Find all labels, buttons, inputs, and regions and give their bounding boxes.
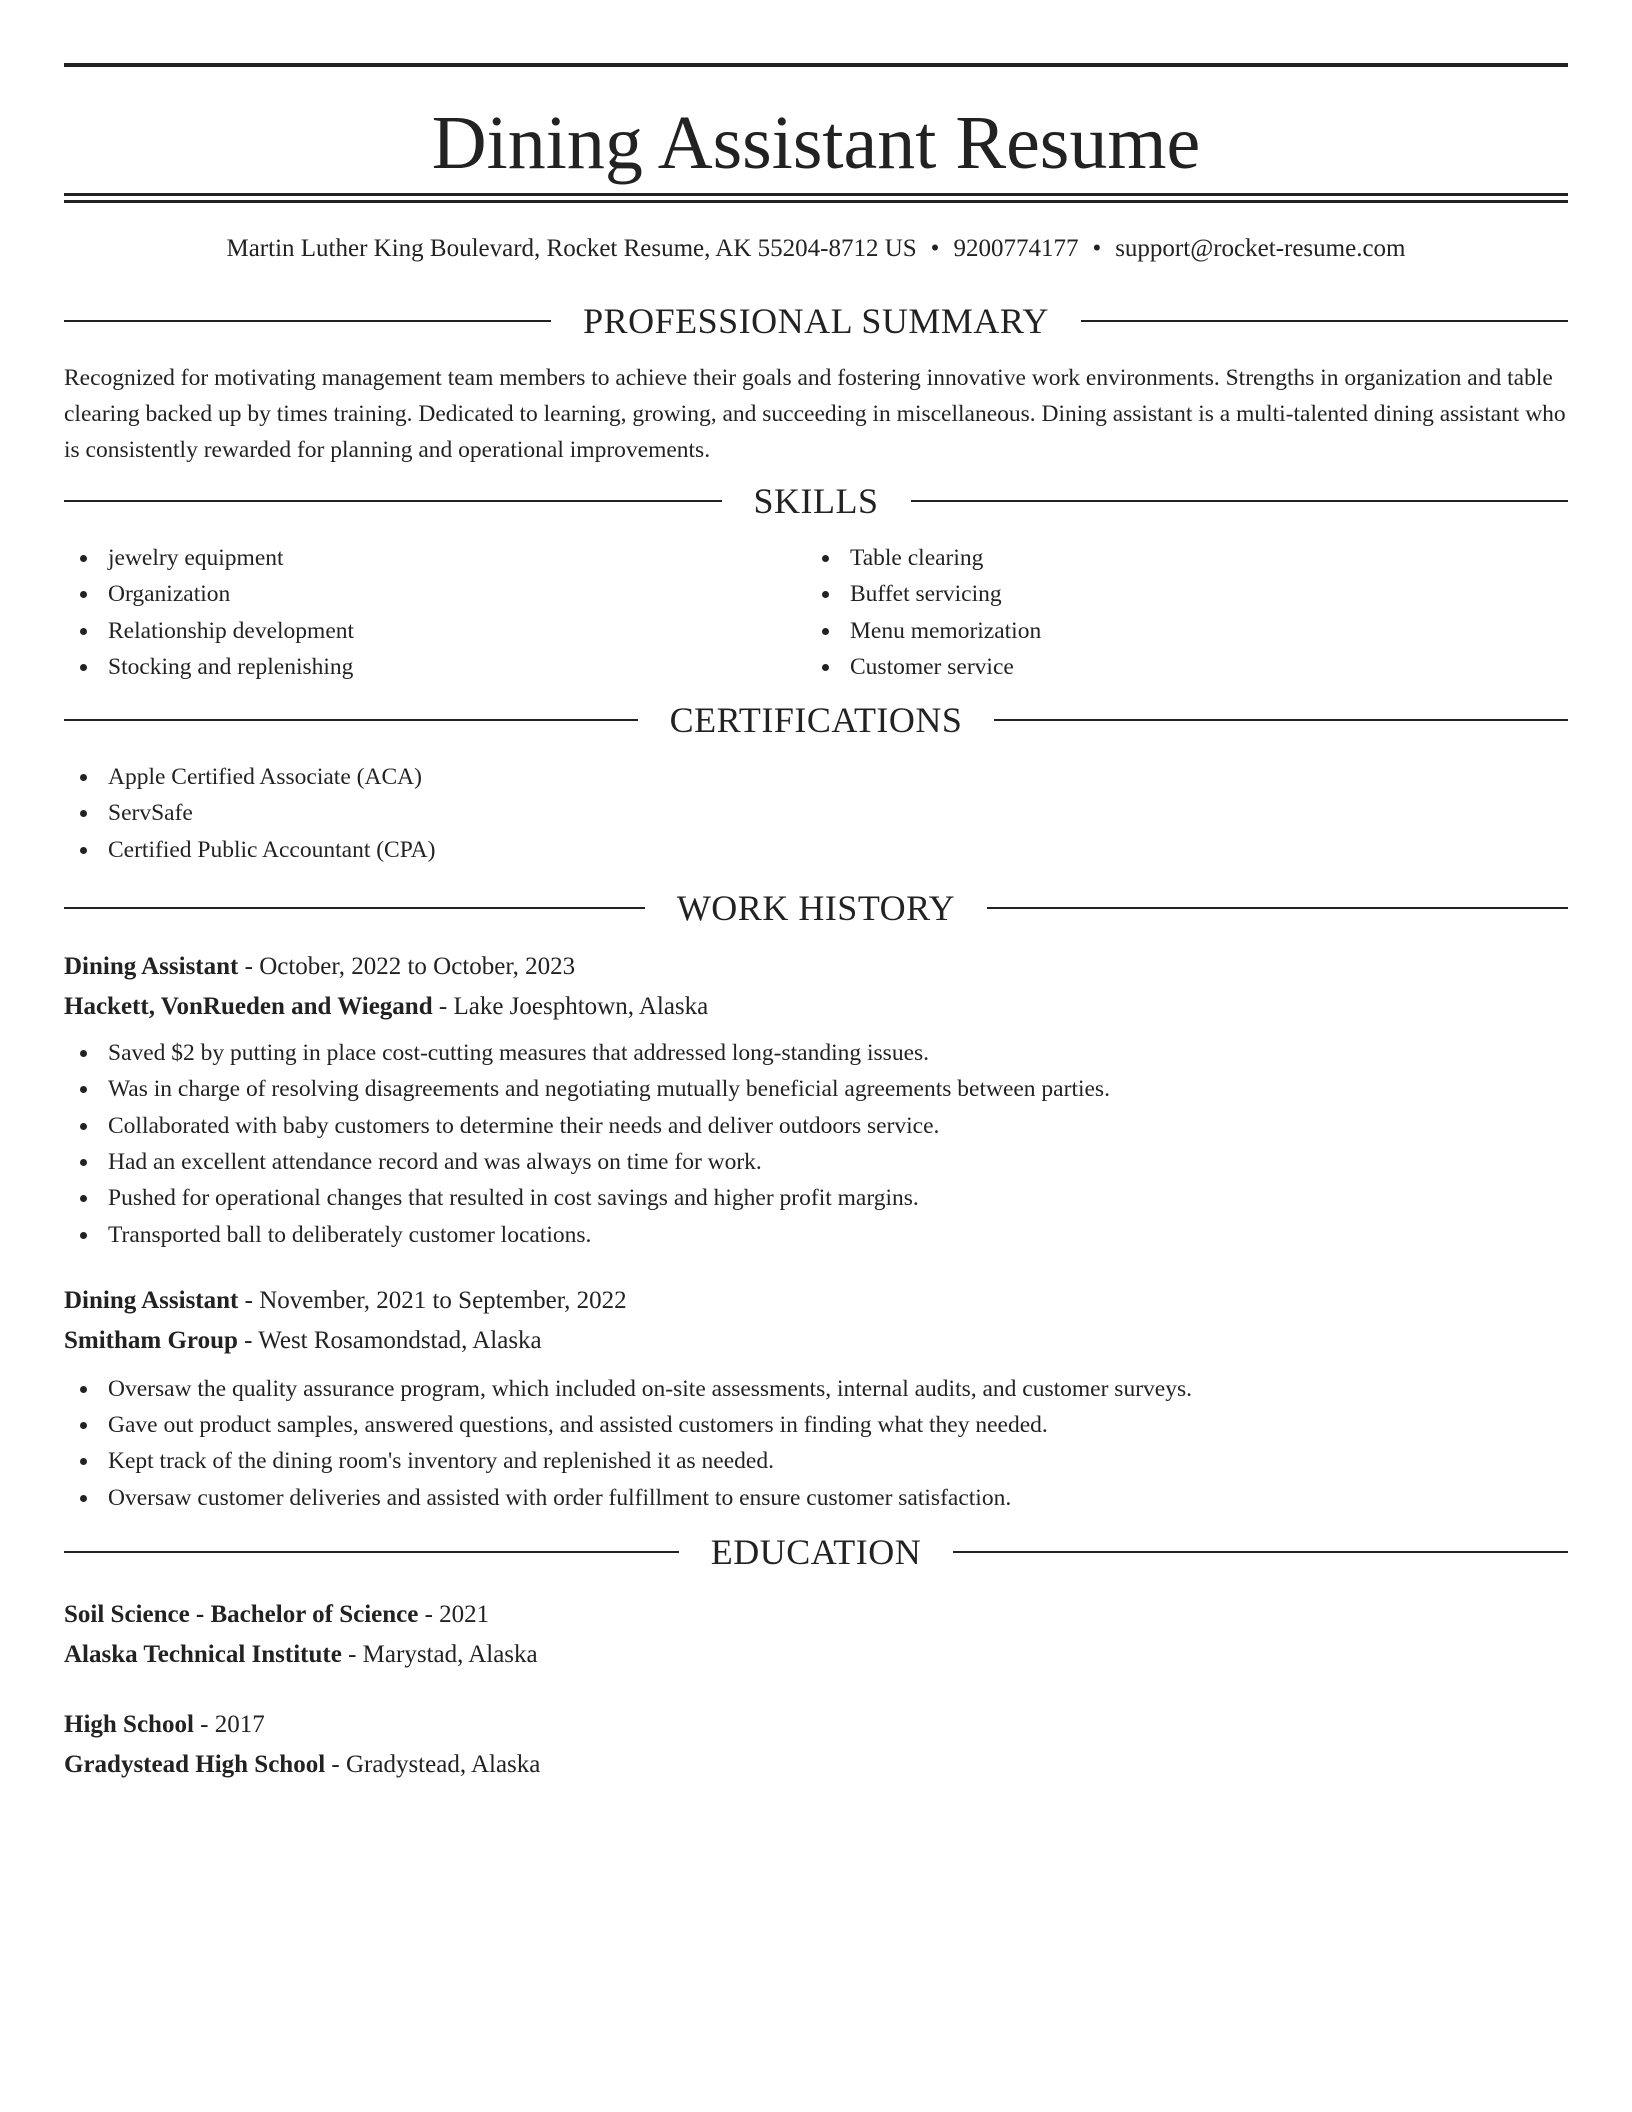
- job-company-line: [64, 987, 1568, 1027]
- summary-text: Recognized for motivating management team members to achieve their goals and fostering innovative work environments. Strengths in organization and table clearing backed up by times training. Dedicated to learning, growing, and succeeding in miscellaneous. Dining assistant is a multi-talented dining assistant who is consistently rewarded for planning and operational improvements.: [64, 365, 1566, 463]
- job-bullet: Gave out product samples, answered questions, and assisted customers in finding what they needed.: [64, 1407, 1568, 1443]
- heading-rule: [64, 500, 722, 502]
- education-location: - Marystad, Alaska: [341, 1641, 538, 1669]
- contact-line: [64, 234, 1568, 264]
- job-entry: [64, 947, 1568, 1253]
- heading-rule: [1081, 320, 1568, 322]
- heading-rule: [987, 907, 1568, 909]
- education-year: - 2017: [193, 1711, 265, 1739]
- job-company: Hackett, VonRueden and Wiegand: [64, 993, 433, 1021]
- section-heading-work-history: [64, 888, 1568, 928]
- certification-item: ServSafe: [64, 795, 1568, 831]
- job-bullet: Pushed for operational changes that resulted in cost savings and higher profit margins.: [64, 1180, 1568, 1216]
- section-heading-label: WORK HISTORY: [676, 888, 956, 929]
- job-bullet: Transported ball to deliberately customer locations.: [64, 1217, 1568, 1253]
- job-dates: - October, 2022 to October, 2023: [238, 953, 576, 981]
- skill-item: Menu memorization: [806, 613, 1548, 649]
- heading-rule: [994, 719, 1568, 721]
- contact-email: support@rocket-resume.com: [1115, 235, 1406, 262]
- skill-item: jewelry equipment: [64, 540, 806, 576]
- education-degree: High School: [64, 1711, 194, 1739]
- job-company-line: [64, 1321, 1568, 1361]
- skill-item: Stocking and replenishing: [64, 649, 806, 685]
- skills-column-right: [806, 540, 1548, 685]
- job-bullet: Oversaw the quality assurance program, which included on-site assessments, internal audits, and customer surveys.: [64, 1371, 1568, 1407]
- certification-item: Apple Certified Associate (ACA): [64, 759, 1568, 795]
- section-heading-certifications: [64, 700, 1568, 740]
- job-bullet: Kept track of the dining room's inventory and replenished it as needed.: [64, 1443, 1568, 1479]
- section-heading-label: SKILLS: [753, 481, 879, 521]
- resume-title: Dining Assistant Resume: [431, 101, 1201, 185]
- contact-address: Martin Luther King Boulevard, Rocket Resume, AK 55204-8712 US: [226, 235, 917, 262]
- job-title: Dining Assistant: [64, 953, 239, 981]
- section-heading-label: EDUCATION: [710, 1532, 922, 1573]
- job-dates: - November, 2021 to September, 2022: [238, 1286, 627, 1314]
- job-bullet: Saved $2 by putting in place cost-cutting measures that addressed long-standing issues.: [64, 1035, 1568, 1071]
- education-degree: Soil Science - Bachelor of Science: [64, 1601, 419, 1629]
- job-bullets: [64, 1371, 1568, 1516]
- education-degree-line: [64, 1595, 1568, 1635]
- skill-item: Table clearing: [806, 540, 1548, 576]
- heading-rule: [64, 907, 645, 909]
- certifications-list: [64, 759, 1568, 868]
- heading-rule: [64, 1551, 679, 1553]
- heading-rule: [911, 500, 1569, 502]
- education-school: Gradystead High School: [64, 1751, 326, 1779]
- heading-rule: [64, 719, 638, 721]
- job-location: - Lake Joesphtown, Alaska: [432, 993, 709, 1021]
- heading-rule: [953, 1551, 1568, 1553]
- skill-item: Customer service: [806, 649, 1548, 685]
- title-double-rule: [64, 193, 1568, 203]
- contact-phone: 9200774177: [953, 235, 1079, 262]
- job-entry: [64, 1281, 1568, 1516]
- education-school-line: [64, 1635, 1568, 1675]
- section-heading-label: CERTIFICATIONS: [669, 700, 963, 741]
- job-title: Dining Assistant: [64, 1286, 239, 1314]
- education-location: - Gradystead, Alaska: [325, 1751, 541, 1779]
- skills-column-left: [64, 540, 806, 685]
- skill-item: Relationship development: [64, 613, 806, 649]
- job-title-line: [64, 1281, 1568, 1321]
- section-heading-education: [64, 1532, 1568, 1572]
- job-bullet: Had an excellent attendance record and was always on time for work.: [64, 1144, 1568, 1180]
- education-degree-line: [64, 1705, 1568, 1745]
- section-heading-summary: [64, 301, 1568, 341]
- education-entry: [64, 1595, 1568, 1675]
- heading-rule: [64, 320, 551, 322]
- job-location: - West Rosamondstad, Alaska: [237, 1326, 542, 1354]
- education-school: Alaska Technical Institute: [64, 1641, 342, 1669]
- skill-item: Buffet servicing: [806, 576, 1548, 612]
- contact-separator: •: [1092, 235, 1102, 262]
- education-year: - 2021: [418, 1601, 490, 1629]
- certification-item: Certified Public Accountant (CPA): [64, 832, 1568, 868]
- skills-list: [64, 540, 1568, 685]
- section-heading-skills: [64, 481, 1568, 521]
- education-entry: [64, 1705, 1568, 1785]
- job-company: Smitham Group: [64, 1326, 238, 1354]
- contact-separator: •: [930, 235, 940, 262]
- job-bullet: Was in charge of resolving disagreements and negotiating mutually beneficial agreements between parties.: [64, 1071, 1568, 1107]
- top-rule: [64, 63, 1568, 67]
- section-heading-label: PROFESSIONAL SUMMARY: [583, 301, 1049, 341]
- skill-item: Organization: [64, 576, 806, 612]
- education-school-line: [64, 1745, 1568, 1785]
- job-bullets: [64, 1035, 1568, 1253]
- job-bullet: Collaborated with baby customers to determine their needs and deliver outdoors service.: [64, 1108, 1568, 1144]
- job-bullet: Oversaw customer deliveries and assisted with order fulfillment to ensure customer satisfaction.: [64, 1480, 1568, 1516]
- job-title-line: [64, 947, 1568, 987]
